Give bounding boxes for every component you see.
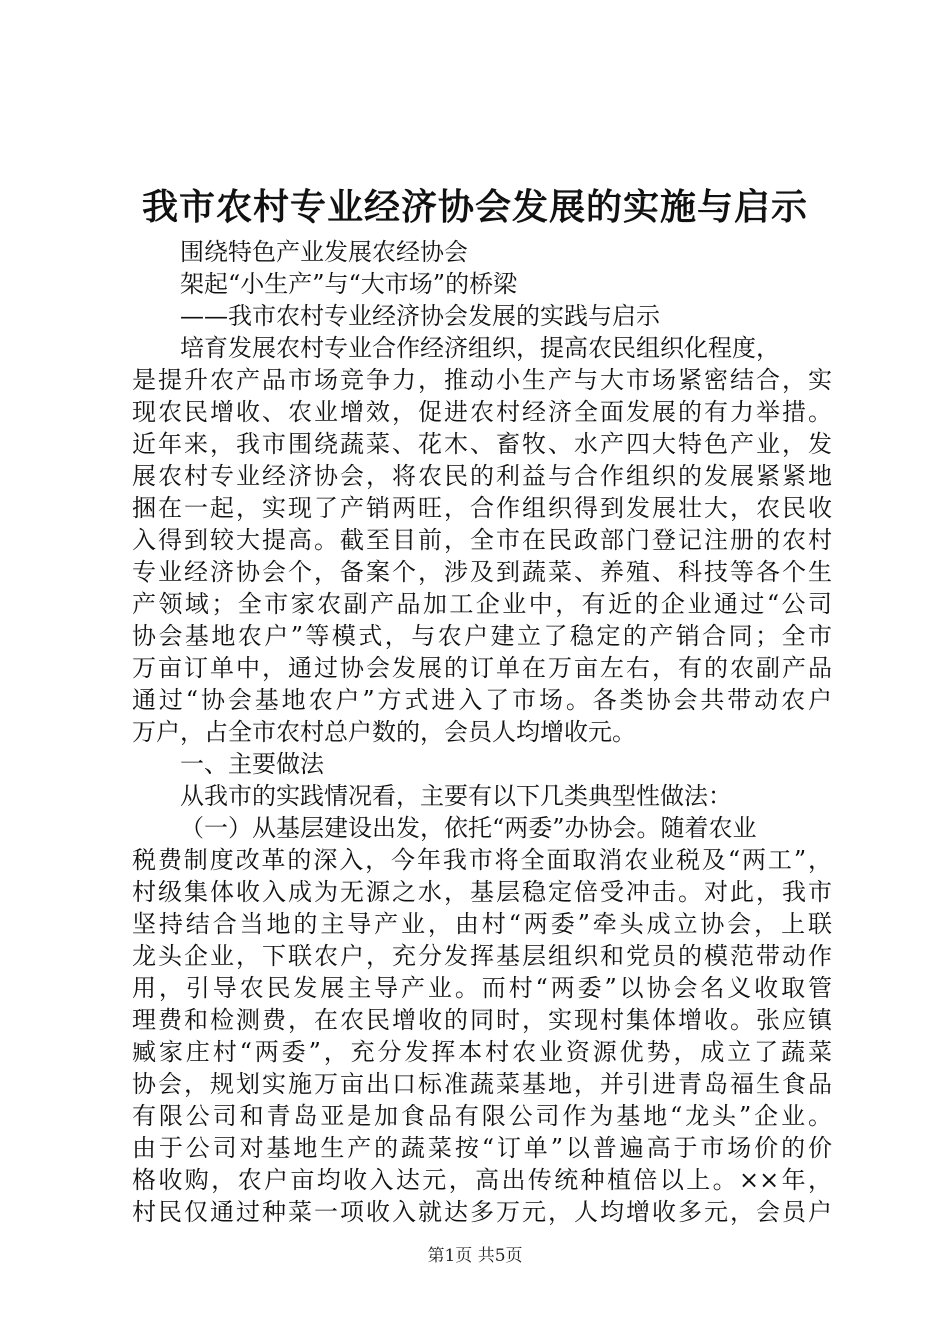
text-line: 是提升农产品市场竞争力，推动小生产与大市场紧密结合，实 — [132, 366, 832, 394]
text-line: 现农民增收、农业增效，促进农村经济全面发展的有力举措。 — [132, 398, 832, 426]
text-line: 臧家庄村“两委”，充分发挥本村农业资源优势，成立了蔬菜 — [132, 1038, 832, 1066]
text-line: 税费制度改革的深入，今年我市将全面取消农业税及“两工”， — [132, 846, 832, 874]
text-line: 培育发展农村专业合作经济组织，提高农民组织化程度， — [180, 334, 780, 362]
text-line: 架起“小生产”与“大市场”的桥梁 — [180, 270, 518, 298]
text-line: 有限公司和青岛亚是加食品有限公司作为基地“龙头”企业。 — [132, 1102, 832, 1130]
text-line: 龙头企业，下联农户，充分发挥基层组织和党员的模范带动作 — [132, 942, 832, 970]
page-footer: 第1页 共5页 — [427, 1246, 523, 1266]
text-line: 用，引导农民发展主导产业。而村“两委”以协会名义收取管 — [132, 974, 832, 1002]
text-line: 专业经济协会个，备案个，涉及到蔬菜、养殖、科技等各个生 — [132, 558, 832, 586]
text-line: 入得到较大提高。截至目前，全市在民政部门登记注册的农村 — [132, 526, 832, 554]
document-title: 我市农村专业经济协会发展的实施与启示 — [141, 187, 808, 228]
text-line: 万户，占全市农村总户数的，会员人均增收元。 — [132, 718, 636, 746]
text-line: 村级集体收入成为无源之水，基层稳定倍受冲击。对此，我市 — [132, 878, 832, 906]
text-line: 协会基地农户”等模式，与农户建立了稳定的产销合同；全市 — [132, 622, 832, 650]
text-line: ——我市农村专业经济协会发展的实践与启示 — [180, 302, 660, 330]
text-line: 从我市的实践情况看，主要有以下几类典型性做法： — [180, 782, 732, 810]
text-line: 协会，规划实施万亩出口标准蔬菜基地，并引进青岛福生食品 — [132, 1070, 832, 1098]
text-line: 通过“协会基地农户”方式进入了市场。各类协会共带动农户 — [132, 686, 832, 714]
document-body — [132, 236, 832, 1228]
text-line: 围绕特色产业发展农经协会 — [180, 238, 468, 266]
text-line: 展农村专业经济协会，将农民的利益与合作组织的发展紧紧地 — [132, 462, 832, 490]
text-line: 产领域；全市家农副产品加工企业中，有近的企业通过“公司 — [132, 590, 832, 618]
text-line: 一、主要做法 — [180, 750, 324, 778]
text-line: 近年来，我市围绕蔬菜、花木、畜牧、水产四大特色产业，发 — [132, 430, 832, 458]
text-line: 坚持结合当地的主导产业，由村“两委”牵头成立协会，上联 — [132, 910, 832, 938]
text-line: 由于公司对基地生产的蔬菜按“订单”以普遍高于市场价的价 — [132, 1134, 832, 1162]
text-line: 万亩订单中，通过协会发展的订单在万亩左右，有的农副产品 — [132, 654, 832, 682]
text-line: 村民仅通过种菜一项收入就达多万元，人均增收多元，会员户 — [132, 1198, 832, 1226]
text-line: （一）从基层建设出发，依托“两委”办协会。随着农业 — [180, 814, 757, 842]
text-line: 捆在一起，实现了产销两旺，合作组织得到发展壮大，农民收 — [132, 494, 832, 522]
text-line: 理费和检测费，在农民增收的同时，实现村集体增收。张应镇 — [132, 1006, 832, 1034]
text-line: 格收购，农户亩均收入达元，高出传统种植倍以上。××年， — [132, 1166, 832, 1194]
